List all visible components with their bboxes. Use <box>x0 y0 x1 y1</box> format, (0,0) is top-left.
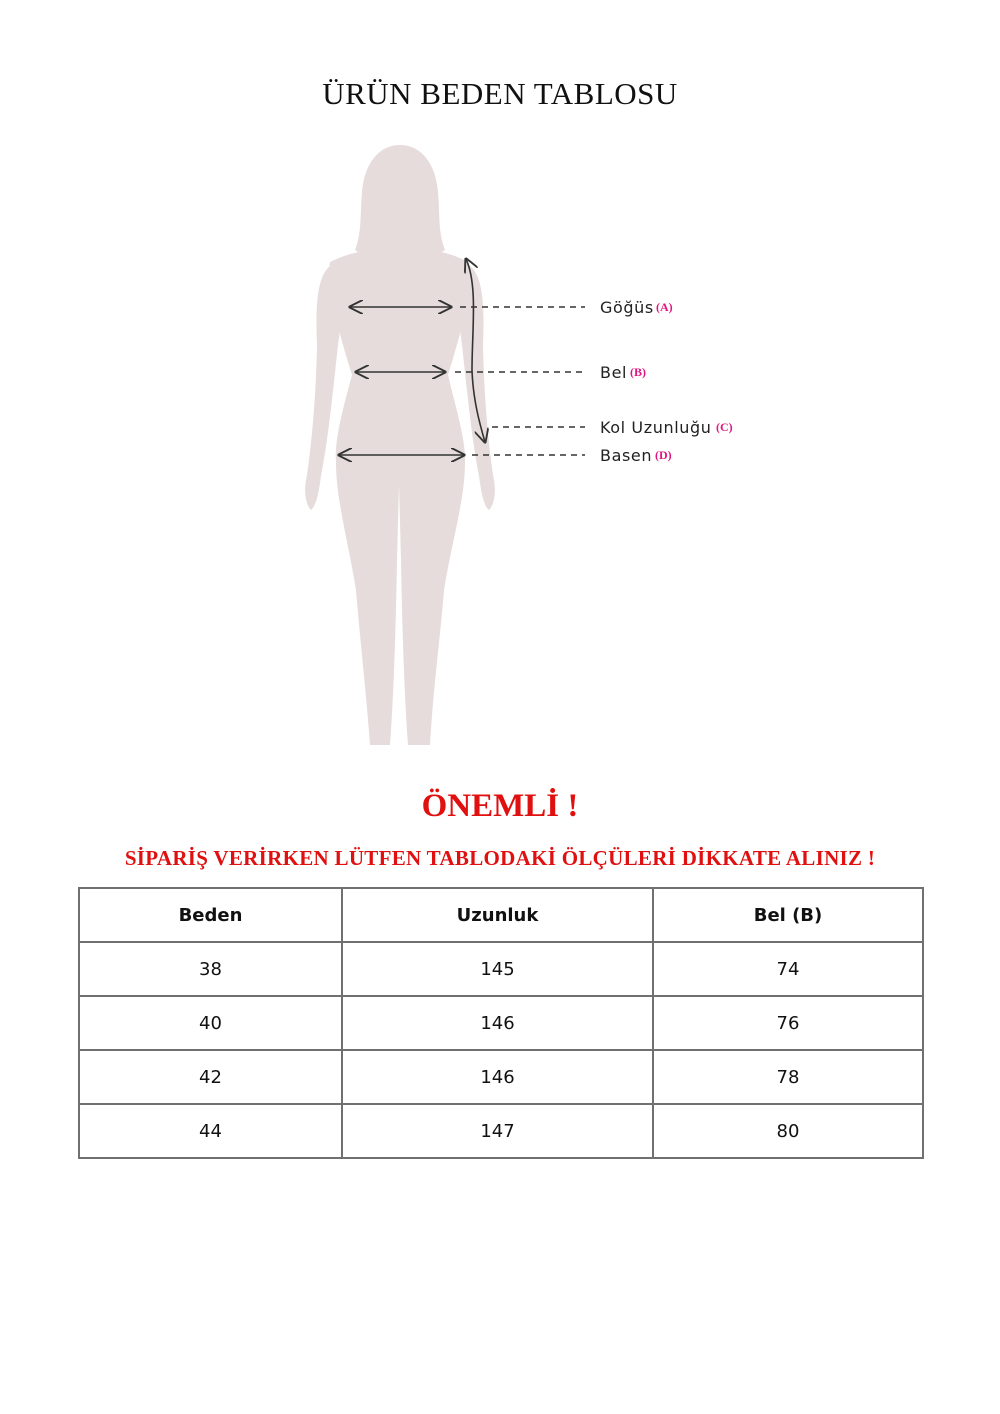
body-silhouette <box>305 145 495 745</box>
page-title: ÜRÜN BEDEN TABLOSU <box>322 76 678 111</box>
table-row <box>79 1104 923 1158</box>
cell-waist: 80 <box>653 1104 923 1158</box>
table-header-row <box>79 888 923 942</box>
header-length: Uzunluk <box>342 888 653 942</box>
cell-length: 146 <box>342 1050 653 1104</box>
measurement-tag-hip: (D) <box>655 448 672 462</box>
cell-waist: 78 <box>653 1050 923 1104</box>
measurement-sleeve <box>466 259 733 442</box>
cell-waist: 74 <box>653 942 923 996</box>
measurement-label-waist: Bel <box>600 363 628 382</box>
cell-length: 147 <box>342 1104 653 1158</box>
measurement-label-sleeve: Kol Uzunluğu <box>600 418 712 437</box>
measurement-label-hip: Basen <box>600 446 653 465</box>
important-heading: ÖNEMLİ ! <box>421 788 579 824</box>
cell-waist: 76 <box>653 996 923 1050</box>
table-row <box>79 942 923 996</box>
cell-length: 145 <box>342 942 653 996</box>
cell-size: 40 <box>79 996 342 1050</box>
header-waist: Bel (B) <box>653 888 923 942</box>
measurement-tag-sleeve: (C) <box>716 420 733 434</box>
cell-size: 42 <box>79 1050 342 1104</box>
measurement-diagram <box>0 130 1000 760</box>
cell-size: 44 <box>79 1104 342 1158</box>
important-notice: SİPARİŞ VERİRKEN LÜTFEN TABLODAKİ ÖLÇÜLERİ DİKKATE ALINIZ ! <box>124 846 876 870</box>
table-row <box>79 1050 923 1104</box>
header-size: Beden <box>79 888 342 942</box>
measurement-label-chest: Göğüs <box>600 298 654 317</box>
measurement-tag-waist: (B) <box>630 365 646 379</box>
size-table <box>78 887 924 1159</box>
cell-size: 38 <box>79 942 342 996</box>
measurement-tag-chest: (A) <box>656 300 673 314</box>
table-row <box>79 996 923 1050</box>
cell-length: 146 <box>342 996 653 1050</box>
